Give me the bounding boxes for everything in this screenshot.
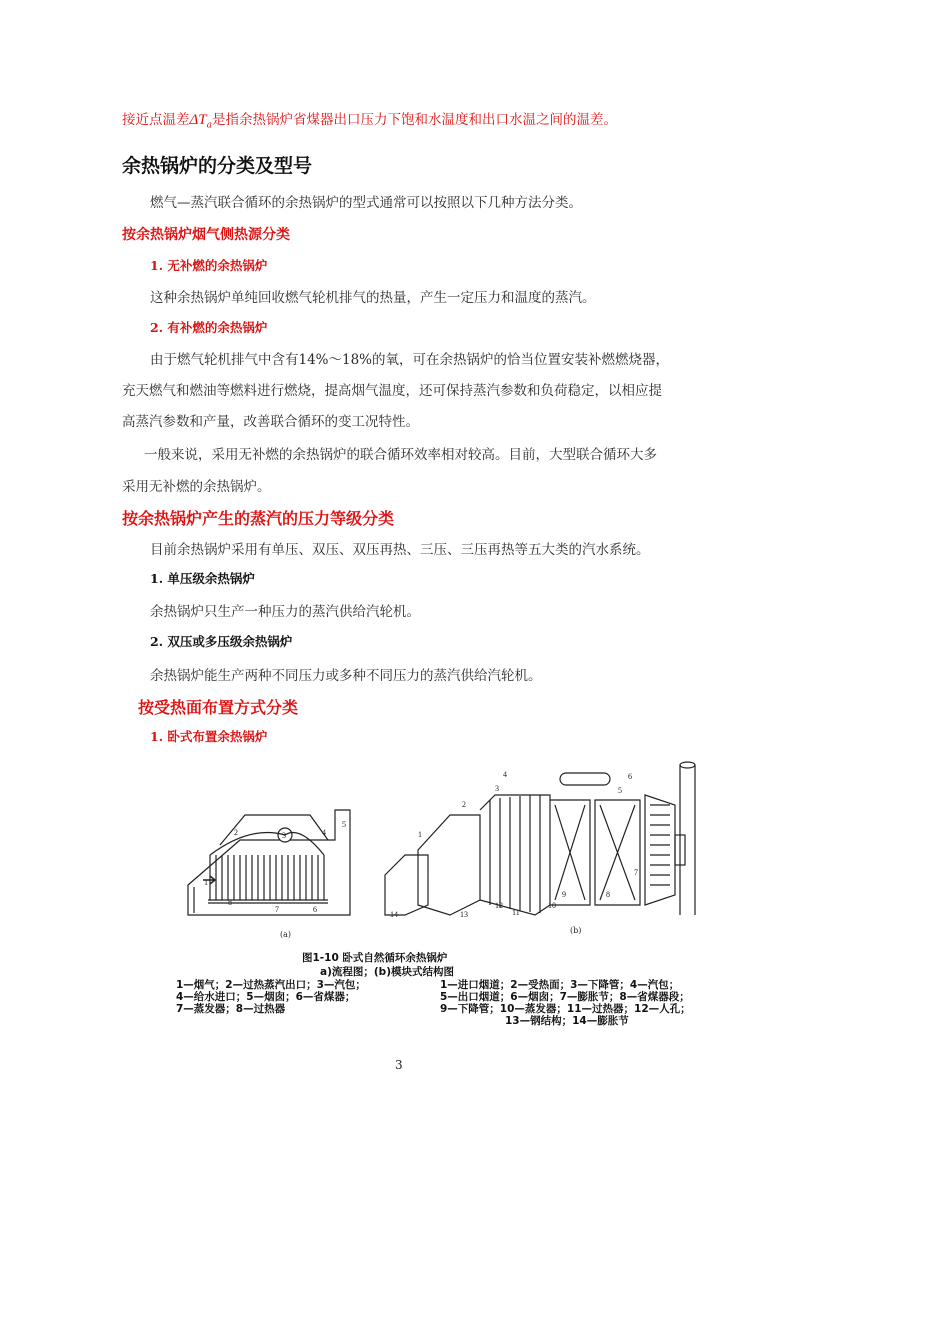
callout-a-5: 5 [342, 820, 346, 829]
callout-b-1: 1 [418, 830, 422, 839]
callout-a-3: 3 [282, 831, 286, 840]
callout-b-6: 6 [628, 772, 632, 781]
legend-a-line2: 4—给水进口；5—烟囱；6—省煤器； [176, 991, 356, 1003]
cat1-item1-title: 1. 无补燃的余热锅炉 [150, 258, 268, 273]
figure-caption-subtitle: a)流程图；(b)模块式结构图 [320, 966, 454, 978]
callout-b-12: 12 [495, 901, 503, 910]
cat2-title: 按余热锅炉产生的蒸汽的压力等级分类 [122, 509, 395, 528]
callout-a-6: 6 [313, 905, 317, 914]
callout-b-5: 5 [618, 786, 622, 795]
intro-paragraph [122, 108, 617, 131]
page-number: 3 [395, 1058, 403, 1072]
callout-b-13: 13 [460, 910, 468, 919]
flow-diagram-a [188, 810, 350, 915]
cat1-item1-text: 这种余热锅炉单纯回收燃气轮机排气的热量，产生一定压力和温度的蒸汽。 [150, 290, 596, 306]
cat3-item1-title: 1. 卧式布置余热锅炉 [150, 729, 268, 744]
cat2-item2-text: 余热锅炉能生产两种不同压力或多种不同压力的蒸汽供给汽轮机。 [150, 668, 542, 684]
legend-b-line2: 5—出口烟道；6—烟囱；7—膨胀节；8—省煤器段； [440, 991, 690, 1003]
callout-b-14: 14 [390, 910, 398, 919]
callout-b-10: 10 [548, 901, 556, 910]
legend-a-line3: 7—蒸发器；8—过热器 [176, 1003, 286, 1015]
figure-caption-title: 图1-10 卧式自然循环余热锅炉 [302, 952, 448, 964]
callout-a-2: 2 [234, 828, 238, 837]
boiler-diagram [150, 755, 710, 945]
cat2-item1-text: 余热锅炉只生产一种压力的蒸汽供给汽轮机。 [150, 604, 420, 620]
callout-b-4: 4 [503, 770, 507, 779]
callout-a-1: 1 [204, 878, 208, 887]
cat2-item2-title: 2. 双压或多压级余热锅炉 [150, 634, 293, 649]
callout-a-8: 8 [228, 898, 232, 907]
cat1-title: 按余热锅炉烟气侧热源分类 [122, 227, 290, 243]
callout-b-2: 2 [462, 800, 466, 809]
boiler-figure [150, 755, 710, 1055]
legend-a-line1: 1—烟气；2—过热蒸汽出口；3—汽包； [176, 979, 366, 991]
intro-prefix: 接近点温差 [122, 112, 190, 128]
section-title: 余热锅炉的分类及型号 [122, 155, 313, 177]
legend-b-line3: 9—下降管；10—蒸发器；11—过热器；12—人孔； [440, 1003, 691, 1015]
cat1-summary-line2: 采用无补燃的余热锅炉。 [122, 479, 271, 495]
intro-suffix: 是指余热锅炉省煤器出口压力下饱和水温度和出口水温之间的温差。 [212, 112, 618, 128]
legend-b-line4: 13—钢结构；14—膨胀节 [505, 1015, 629, 1027]
callout-b-11: 11 [512, 908, 520, 917]
section-intro: 燃气—蒸汽联合循环的余热锅炉的型式通常可以按照以下几种方法分类。 [150, 195, 582, 211]
legend-b-line1: 1—进口烟道；2—受热面；3—下降管；4—汽包； [440, 979, 680, 991]
cat2-item1-title: 1. 单压级余热锅炉 [150, 571, 255, 586]
callout-b-8: 8 [606, 890, 610, 899]
modular-diagram-b [385, 762, 695, 915]
callout-a-4: 4 [322, 828, 326, 837]
cat1-item2-text-line3: 高蒸汽参数和产量，改善联合循环的变工况特性。 [122, 414, 419, 430]
cat2-intro: 目前余热锅炉采用有单压、双压、双压再热、三压、三压再热等五大类的汽水系统。 [150, 542, 650, 558]
cat1-item2-text-line1: 由于燃气轮机排气中含有14%～18%的氧，可在余热锅炉的恰当位置安装补燃燃烧器， [150, 352, 670, 368]
cat1-summary-line1: 一般来说，采用无补燃的余热锅炉的联合循环效率相对较高。目前，大型联合循环大多 [144, 447, 657, 463]
callout-b-3: 3 [495, 784, 499, 793]
delta-t-symbol: ΔT [189, 112, 207, 128]
callout-a-7: 7 [275, 905, 279, 914]
cat1-item2-title: 2. 有补燃的余热锅炉 [150, 320, 268, 335]
cat1-item2-text-line2: 充天燃气和燃油等燃料进行燃烧，提高烟气温度，还可保持蒸汽参数和负荷稳定，以相应提 [122, 383, 662, 399]
panel-b-label: (b) [570, 926, 582, 935]
panel-a-label: (a) [280, 930, 292, 939]
delta-t-subscript: a [206, 120, 213, 131]
callout-b-9: 9 [562, 890, 566, 899]
callout-b-7: 7 [634, 868, 638, 877]
cat3-title: 按受热面布置方式分类 [138, 698, 299, 717]
